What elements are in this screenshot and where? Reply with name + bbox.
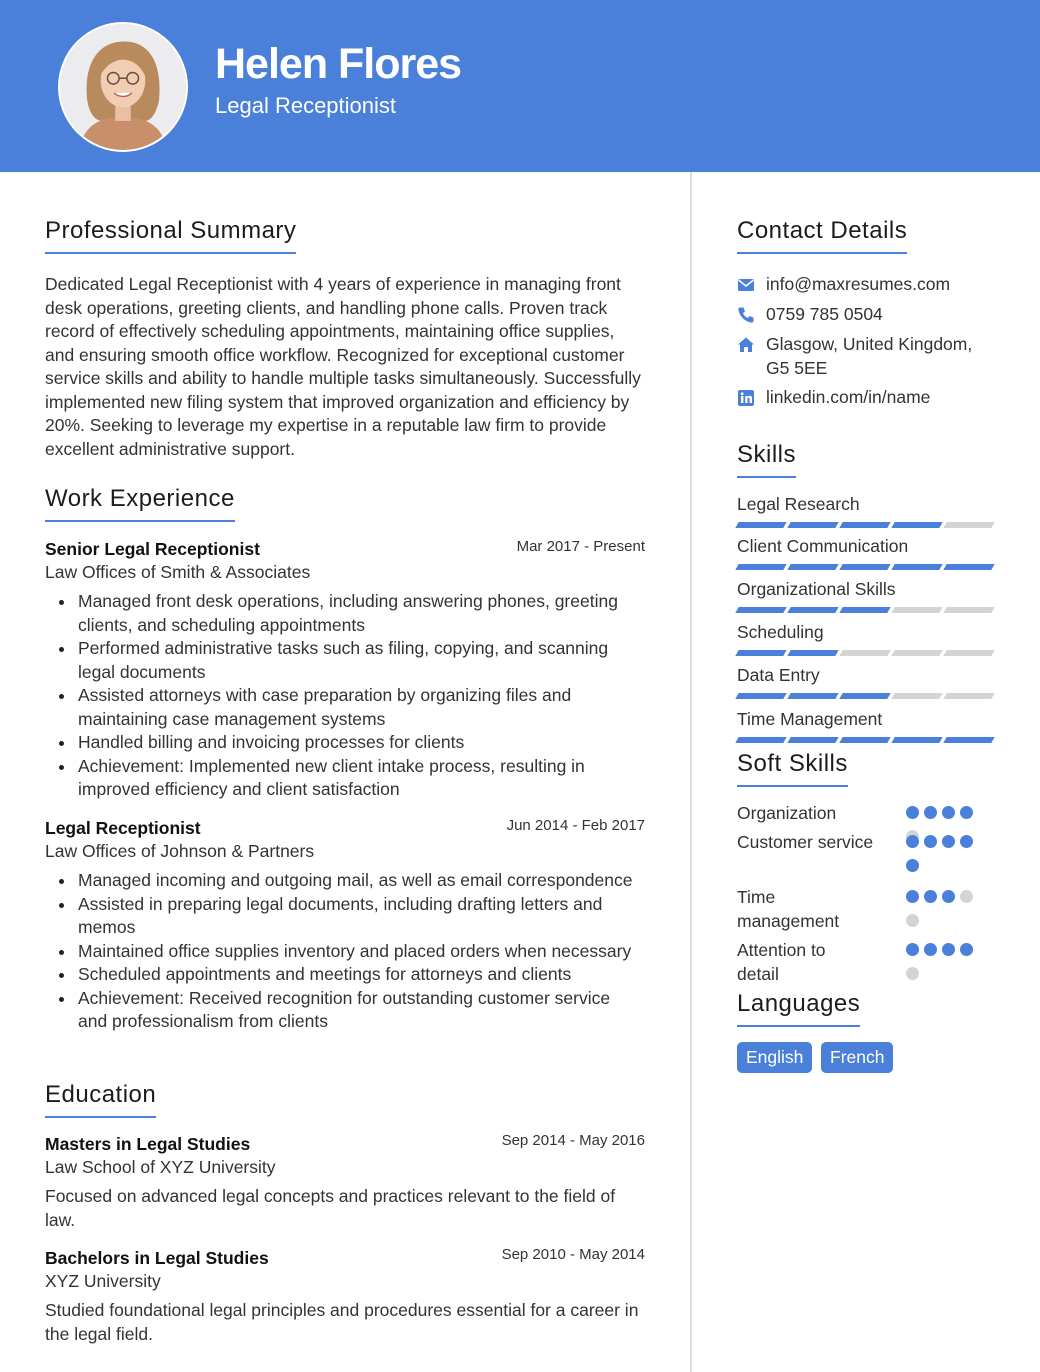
education-description: Studied foundational legal principles and procedures essential for a career in the legal field. (45, 1300, 639, 1344)
bullet-item: Achievement: Received recognition for outstanding customer service and professionalism from clients (59, 987, 639, 1034)
skill-level-segment (943, 650, 994, 656)
skill-level-segment (839, 650, 890, 656)
education-description: Focused on advanced legal concepts and practices relevant to the field of law. (45, 1186, 616, 1230)
school-name: XYZ University (45, 1271, 161, 1291)
skill-level-segment (787, 522, 838, 528)
soft-skill-rating (906, 890, 982, 927)
rating-dot (942, 890, 955, 903)
bullet-item: Assisted in preparing legal documents, including drafting letters and memos (59, 893, 639, 940)
skill-level-segment (943, 737, 994, 743)
rating-dot (942, 806, 955, 819)
skill-label: Organizational Skills (737, 579, 896, 599)
language-tag: French (821, 1042, 893, 1073)
skill-level-segment (735, 737, 786, 743)
soft-skill-label: Time management (737, 887, 840, 931)
skill-level-segment (839, 737, 890, 743)
rating-dot (906, 859, 919, 872)
email-text: info@maxresumes.com (766, 274, 951, 294)
job-company: Law Offices of Johnson & Partners (45, 841, 315, 861)
rating-dot (906, 914, 919, 927)
skill-label: Client Communication (737, 536, 909, 556)
language-tag: English (737, 1042, 812, 1073)
skill-level-segment (891, 693, 942, 699)
skill-level-segment (839, 522, 890, 528)
skill-level-bar (737, 607, 993, 613)
rating-dot (960, 806, 973, 819)
rating-dot (942, 943, 955, 956)
skill-level-segment (735, 564, 786, 570)
skill-level-segment (943, 693, 994, 699)
skill-level-segment (787, 737, 838, 743)
rating-dot (924, 835, 937, 848)
skill-level-bar (737, 522, 993, 528)
rating-dot (960, 835, 973, 848)
skill-level-segment (891, 737, 942, 743)
rating-dot (906, 890, 919, 903)
rating-dot (924, 943, 937, 956)
skill-level-segment (735, 522, 786, 528)
column-divider (690, 172, 692, 1372)
skill-level-segment (839, 564, 890, 570)
contact-heading: Contact Details (737, 217, 907, 254)
linkedin-text: linkedin.com/in/name (766, 387, 931, 407)
job-company: Law Offices of Smith & Associates (45, 562, 311, 582)
skill-level-segment (891, 522, 942, 528)
languages-list (737, 1042, 997, 1073)
school-name: Law School of XYZ University (45, 1157, 276, 1177)
skill-label: Scheduling (737, 622, 824, 642)
job-bullets (59, 869, 639, 1034)
skill-level-segment (891, 564, 942, 570)
summary-heading: Professional Summary (45, 217, 296, 254)
skill-level-segment (943, 522, 994, 528)
bullet-item: Achievement: Implemented new client intake process, resulting in improved efficiency and client satisfaction (59, 755, 639, 802)
education-dates: Sep 2010 - May 2014 (501, 1246, 645, 1263)
bullet-item: Managed front desk operations, including answering phones, greeting clients, and scheduling appointments (59, 590, 639, 637)
skill-level-segment (839, 693, 890, 699)
skill-level-segment (787, 693, 838, 699)
bullet-item: Performed administrative tasks such as filing, copying, and scanning legal documents (59, 637, 639, 684)
languages-heading: Languages (737, 990, 860, 1027)
skill-level-segment (787, 607, 838, 613)
rating-dot (924, 806, 937, 819)
job-dates: Jun 2014 - Feb 2017 (506, 817, 645, 834)
soft-skill-label: Organization (737, 803, 837, 823)
rating-dot (906, 806, 919, 819)
skill-level-bar (737, 650, 993, 656)
summary-text: Dedicated Legal Receptionist with 4 years of experience in managing front desk operations, greeting clients, and handling phone calls. Proven track record of effectively scheduling appointments, maintaining office supplies, and ensuring smooth office workflow. Recognized for exceptional customer service skills and ability to handle multiple tasks simultaneously. Successfully implemented new filing system that improved organization and efficiency by 20%. Seeking to leverage my expertise in a reputable law firm to provide excellent administrative support. (45, 274, 641, 459)
rating-dot (924, 890, 937, 903)
skills-heading: Skills (737, 441, 796, 478)
bullet-item: Assisted attorneys with case preparation by organizing files and maintaining case management systems (59, 684, 639, 731)
address-text: Glasgow, United Kingdom, G5 5EE (766, 334, 973, 378)
soft-skills-heading: Soft Skills (737, 750, 848, 787)
home-icon (737, 336, 755, 354)
skill-level-segment (891, 650, 942, 656)
experience-heading: Work Experience (45, 485, 235, 522)
skill-level-segment (787, 564, 838, 570)
skill-level-bar (737, 693, 993, 699)
profile-photo-image (60, 24, 186, 150)
rating-dot (906, 835, 919, 848)
rating-dot (960, 943, 973, 956)
soft-skill-label: Attention to detail (737, 940, 826, 984)
bullet-item: Handled billing and invoicing processes for clients (59, 731, 639, 755)
skill-label: Legal Research (737, 494, 860, 514)
education-dates: Sep 2014 - May 2016 (501, 1132, 645, 1149)
degree-title: Bachelors in Legal Studies (45, 1248, 269, 1268)
skill-level-segment (943, 564, 994, 570)
soft-skill-rating (906, 943, 982, 980)
rating-dot (942, 835, 955, 848)
job-bullets (59, 590, 639, 802)
candidate-title: Legal Receptionist (215, 93, 397, 118)
skill-level-bar (737, 737, 993, 743)
rating-dot (960, 890, 973, 903)
bullet-item: Scheduled appointments and meetings for attorneys and clients (59, 963, 639, 987)
job-title: Senior Legal Receptionist (45, 539, 260, 559)
skill-level-segment (839, 607, 890, 613)
profile-photo (58, 22, 188, 152)
phone-text: 0759 785 0504 (766, 304, 883, 324)
education-heading: Education (45, 1081, 156, 1118)
rating-dot (906, 943, 919, 956)
candidate-name: Helen Flores (215, 40, 462, 88)
resume-header (0, 0, 1040, 172)
bullet-item: Maintained office supplies inventory and placed orders when necessary (59, 940, 639, 964)
skill-level-segment (943, 607, 994, 613)
envelope-icon (737, 276, 755, 294)
bullet-item: Managed incoming and outgoing mail, as well as email correspondence (59, 869, 639, 893)
skill-level-segment (787, 650, 838, 656)
skill-level-bar (737, 564, 993, 570)
linkedin-icon (737, 389, 755, 407)
job-title: Legal Receptionist (45, 818, 201, 838)
soft-skill-rating (906, 835, 982, 872)
skill-label: Time Management (737, 709, 883, 729)
rating-dot (906, 967, 919, 980)
skill-level-segment (891, 607, 942, 613)
job-dates: Mar 2017 - Present (516, 538, 645, 555)
skill-label: Data Entry (737, 665, 820, 685)
skill-level-segment (735, 607, 786, 613)
skill-level-segment (735, 693, 786, 699)
phone-icon (737, 306, 755, 324)
degree-title: Masters in Legal Studies (45, 1134, 251, 1154)
skill-level-segment (735, 650, 786, 656)
soft-skill-label: Customer service (737, 832, 874, 852)
